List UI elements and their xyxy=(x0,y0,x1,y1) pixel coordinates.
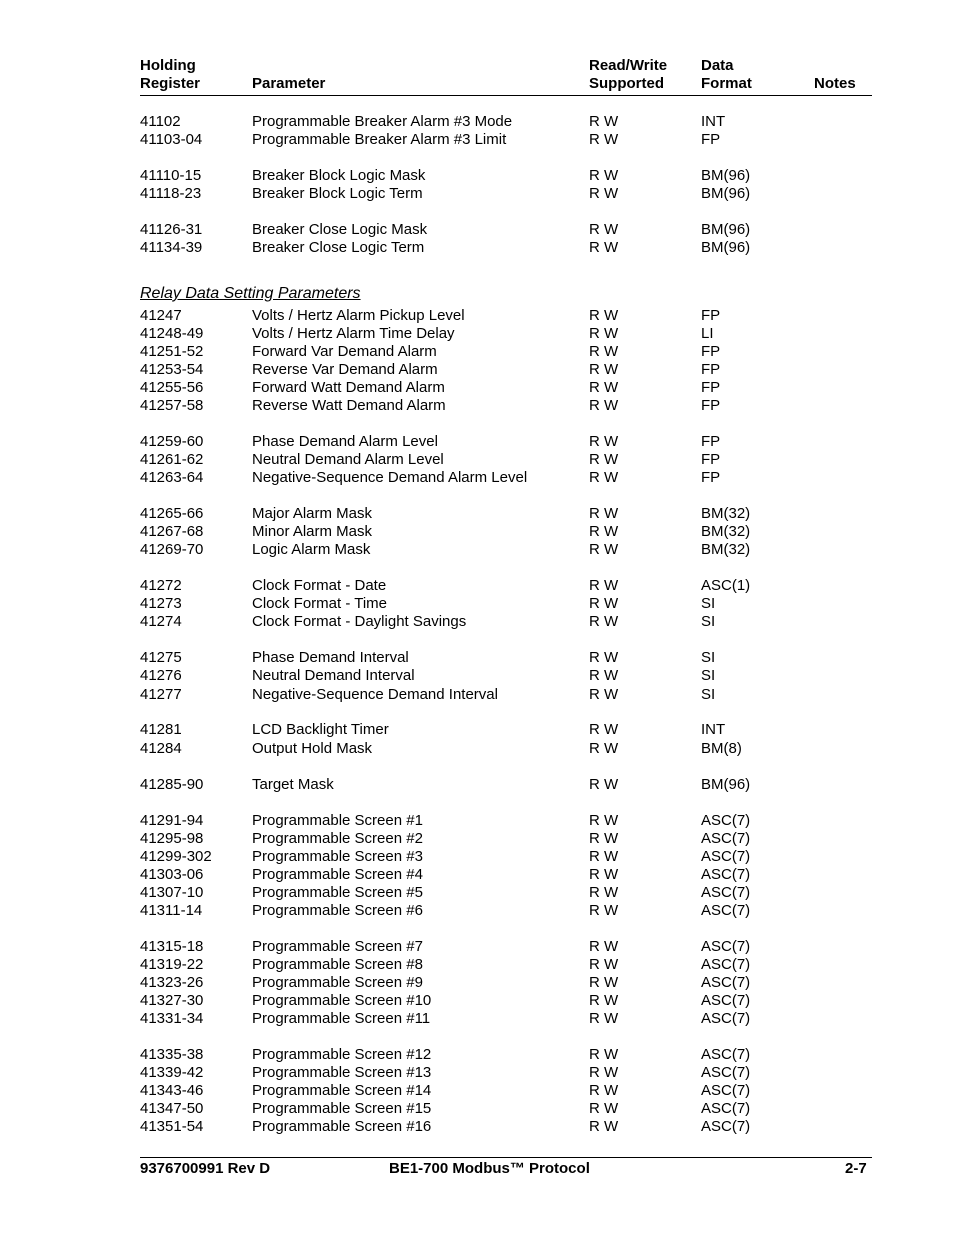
register-cell: 41269-70 xyxy=(140,541,204,558)
parameter-cell: Programmable Screen #2 xyxy=(252,830,423,847)
footer-title: BE1-700 Modbus™ Protocol xyxy=(389,1160,590,1177)
register-cell: 41272 xyxy=(140,577,182,594)
data-format-cell: FP xyxy=(701,307,721,324)
read-write-cell: R W xyxy=(589,613,619,630)
table-row xyxy=(140,974,872,992)
register-cell: 41257-58 xyxy=(140,397,204,414)
data-format-cell: INT xyxy=(701,113,726,130)
table-row xyxy=(140,1118,872,1136)
read-write-cell: R W xyxy=(589,185,619,202)
table-row xyxy=(140,131,872,149)
register-cell: 41273 xyxy=(140,595,182,612)
table-row xyxy=(140,613,872,631)
parameter-cell: Programmable Screen #3 xyxy=(252,848,423,865)
parameter-cell: Neutral Demand Interval xyxy=(252,667,415,684)
register-cell: 41265-66 xyxy=(140,505,204,522)
data-format-cell: BM(96) xyxy=(701,221,751,238)
table-row xyxy=(140,343,872,361)
read-write-cell: R W xyxy=(589,397,619,414)
header-text: Register xyxy=(140,75,201,92)
data-format-cell: FP xyxy=(701,469,721,486)
register-cell: 41126-31 xyxy=(140,221,203,238)
read-write-cell: R W xyxy=(589,1010,619,1027)
parameter-cell: Clock Format - Date xyxy=(252,577,387,594)
table-row xyxy=(140,451,872,469)
header-text: Format xyxy=(701,75,752,92)
read-write-cell: R W xyxy=(589,325,619,342)
register-cell: 41253-54 xyxy=(140,361,204,378)
read-write-cell: R W xyxy=(589,992,619,1009)
read-write-cell: R W xyxy=(589,1100,619,1117)
table-row xyxy=(140,523,872,541)
data-format-cell: ASC(7) xyxy=(701,992,751,1009)
parameter-cell: Phase Demand Alarm Level xyxy=(252,433,438,450)
header-text: Holding xyxy=(140,57,196,74)
register-cell: 41276 xyxy=(140,667,182,684)
parameter-cell: Reverse Var Demand Alarm xyxy=(252,361,438,378)
read-write-cell: R W xyxy=(589,167,619,184)
register-cell: 41274 xyxy=(140,613,182,630)
data-format-cell: FP xyxy=(701,343,721,360)
register-cell: 41263-64 xyxy=(140,469,204,486)
read-write-cell: R W xyxy=(589,361,619,378)
table-row xyxy=(140,938,872,956)
read-write-cell: R W xyxy=(589,595,619,612)
data-format-cell: ASC(7) xyxy=(701,866,751,883)
data-format-cell: ASC(7) xyxy=(701,830,751,847)
parameter-cell: Programmable Screen #13 xyxy=(252,1064,432,1081)
table-row xyxy=(140,469,872,487)
data-format-cell: ASC(1) xyxy=(701,577,751,594)
table-row xyxy=(140,307,872,325)
register-cell: 41134-39 xyxy=(140,239,203,256)
table-row xyxy=(140,956,872,974)
read-write-cell: R W xyxy=(589,469,619,486)
table-row xyxy=(140,1082,872,1100)
data-format-cell: BM(32) xyxy=(701,541,751,558)
table-header xyxy=(140,57,872,96)
data-format-cell: ASC(7) xyxy=(701,812,751,829)
data-format-cell: BM(96) xyxy=(701,185,751,202)
header-parameter: Parameter xyxy=(252,75,326,92)
header-text: Read/Write xyxy=(589,57,668,74)
register-cell: 41284 xyxy=(140,740,182,757)
parameter-cell: Breaker Block Logic Mask xyxy=(252,167,426,184)
parameter-cell: Programmable Screen #15 xyxy=(252,1100,432,1117)
table-row xyxy=(140,379,872,397)
read-write-cell: R W xyxy=(589,221,619,238)
parameter-cell: Negative-Sequence Demand Alarm Level xyxy=(252,469,528,486)
data-format-cell: FP xyxy=(701,433,721,450)
table-row xyxy=(140,185,872,203)
parameter-cell: Programmable Screen #16 xyxy=(252,1118,432,1135)
register-cell: 41319-22 xyxy=(140,956,204,973)
register-cell: 41295-98 xyxy=(140,830,204,847)
read-write-cell: R W xyxy=(589,343,619,360)
parameter-cell: LCD Backlight Timer xyxy=(252,721,389,738)
data-format-cell: FP xyxy=(701,397,721,414)
register-cell: 41261-62 xyxy=(140,451,204,468)
register-cell: 41311-14 xyxy=(140,902,203,919)
table-row xyxy=(140,1046,872,1064)
header-data-format xyxy=(701,57,752,93)
read-write-cell: R W xyxy=(589,1118,619,1135)
table-row xyxy=(140,721,872,739)
parameter-cell: Breaker Close Logic Term xyxy=(252,239,425,256)
read-write-cell: R W xyxy=(589,686,619,703)
read-write-cell: R W xyxy=(589,884,619,901)
data-format-cell: ASC(7) xyxy=(701,1082,751,1099)
register-cell: 41248-49 xyxy=(140,325,204,342)
data-format-cell: INT xyxy=(701,721,726,738)
footer-document-number: 9376700991 Rev D xyxy=(140,1160,271,1177)
register-cell: 41307-10 xyxy=(140,884,204,901)
parameter-cell: Volts / Hertz Alarm Time Delay xyxy=(252,325,455,342)
header-notes: Notes xyxy=(814,75,856,92)
read-write-cell: R W xyxy=(589,956,619,973)
parameter-cell: Phase Demand Interval xyxy=(252,649,409,666)
parameter-cell: Minor Alarm Mask xyxy=(252,523,373,540)
parameter-cell: Clock Format - Daylight Savings xyxy=(252,613,467,630)
data-format-cell: BM(32) xyxy=(701,523,751,540)
register-cell: 41259-60 xyxy=(140,433,204,450)
register-cell: 41343-46 xyxy=(140,1082,204,1099)
data-format-cell: FP xyxy=(701,379,721,396)
register-cell: 41110-15 xyxy=(140,167,202,184)
table-row xyxy=(140,325,872,343)
read-write-cell: R W xyxy=(589,866,619,883)
read-write-cell: R W xyxy=(589,721,619,738)
data-format-cell: FP xyxy=(701,131,721,148)
register-cell: 41103-04 xyxy=(140,131,203,148)
read-write-cell: R W xyxy=(589,776,619,793)
data-format-cell: LI xyxy=(701,325,714,342)
parameter-cell: Target Mask xyxy=(252,776,334,793)
table-row xyxy=(140,992,872,1010)
parameter-cell: Volts / Hertz Alarm Pickup Level xyxy=(252,307,465,324)
table-row xyxy=(140,433,872,451)
parameter-cell: Output Hold Mask xyxy=(252,740,373,757)
data-format-cell: ASC(7) xyxy=(701,848,751,865)
parameter-cell: Programmable Screen #14 xyxy=(252,1082,432,1099)
header-holding-register xyxy=(140,57,200,93)
read-write-cell: R W xyxy=(589,239,619,256)
table-row xyxy=(140,239,872,257)
read-write-cell: R W xyxy=(589,307,619,324)
register-cell: 41335-38 xyxy=(140,1046,204,1063)
table-row xyxy=(140,1010,872,1028)
read-write-cell: R W xyxy=(589,113,619,130)
read-write-cell: R W xyxy=(589,667,619,684)
table-row xyxy=(140,595,872,613)
register-cell: 41277 xyxy=(140,686,182,703)
parameter-cell: Programmable Breaker Alarm #3 Mode xyxy=(252,113,513,130)
register-cell: 41247 xyxy=(140,307,182,324)
data-format-cell: ASC(7) xyxy=(701,956,751,973)
read-write-cell: R W xyxy=(589,740,619,757)
header-read-write xyxy=(589,57,667,93)
table-row xyxy=(140,1100,872,1118)
parameter-cell: Clock Format - Time xyxy=(252,595,388,612)
footer-divider xyxy=(140,1157,872,1158)
read-write-cell: R W xyxy=(589,902,619,919)
parameter-cell: Logic Alarm Mask xyxy=(252,541,371,558)
header-text: Supported xyxy=(589,75,664,92)
parameter-cell: Programmable Screen #10 xyxy=(252,992,432,1009)
read-write-cell: R W xyxy=(589,433,619,450)
read-write-cell: R W xyxy=(589,1064,619,1081)
register-cell: 41118-23 xyxy=(140,185,202,202)
data-format-cell: BM(96) xyxy=(701,776,751,793)
register-cell: 41299-302 xyxy=(140,848,212,865)
parameter-cell: Breaker Block Logic Term xyxy=(252,185,423,202)
parameter-cell: Breaker Close Logic Mask xyxy=(252,221,428,238)
read-write-cell: R W xyxy=(589,541,619,558)
read-write-cell: R W xyxy=(589,131,619,148)
table-row xyxy=(140,848,872,866)
header-text: Data xyxy=(701,57,734,74)
data-format-cell: SI xyxy=(701,613,716,630)
data-format-cell: SI xyxy=(701,686,716,703)
footer-page-number: 2-7 xyxy=(845,1160,867,1177)
table-row xyxy=(140,397,872,415)
table-row xyxy=(140,577,872,595)
table-row xyxy=(140,505,872,523)
table-row xyxy=(140,649,872,667)
parameter-cell: Programmable Screen #1 xyxy=(252,812,423,829)
parameter-cell: Programmable Screen #12 xyxy=(252,1046,432,1063)
data-format-cell: SI xyxy=(701,595,716,612)
data-format-cell: SI xyxy=(701,649,716,666)
read-write-cell: R W xyxy=(589,830,619,847)
parameter-cell: Programmable Screen #6 xyxy=(252,902,423,919)
register-cell: 41281 xyxy=(140,721,182,738)
parameter-cell: Programmable Screen #9 xyxy=(252,974,423,991)
table-row xyxy=(140,812,872,830)
register-cell: 41323-26 xyxy=(140,974,204,991)
data-format-cell: ASC(7) xyxy=(701,1100,751,1117)
register-cell: 41291-94 xyxy=(140,812,204,829)
table-row xyxy=(140,884,872,902)
register-cell: 41267-68 xyxy=(140,523,204,540)
parameter-cell: Major Alarm Mask xyxy=(252,505,373,522)
table-row xyxy=(140,221,872,239)
table-row xyxy=(140,541,872,559)
table-row xyxy=(140,902,872,920)
table-row xyxy=(140,830,872,848)
data-format-cell: ASC(7) xyxy=(701,902,751,919)
data-format-cell: ASC(7) xyxy=(701,938,751,955)
parameter-cell: Programmable Screen #5 xyxy=(252,884,423,901)
data-format-cell: BM(32) xyxy=(701,505,751,522)
read-write-cell: R W xyxy=(589,505,619,522)
section-title: Relay Data Setting Parameters xyxy=(140,285,361,302)
register-cell: 41275 xyxy=(140,649,182,666)
table-row xyxy=(140,361,872,379)
parameter-cell: Negative-Sequence Demand Interval xyxy=(252,686,498,703)
register-cell: 41251-52 xyxy=(140,343,204,360)
read-write-cell: R W xyxy=(589,974,619,991)
register-cell: 41351-54 xyxy=(140,1118,204,1135)
read-write-cell: R W xyxy=(589,649,619,666)
data-format-cell: FP xyxy=(701,451,721,468)
table-row xyxy=(140,866,872,884)
data-format-cell: ASC(7) xyxy=(701,1010,751,1027)
table-row xyxy=(140,167,872,185)
parameter-cell: Programmable Screen #11 xyxy=(252,1010,431,1027)
read-write-cell: R W xyxy=(589,938,619,955)
parameter-cell: Programmable Screen #7 xyxy=(252,938,423,955)
data-format-cell: ASC(7) xyxy=(701,1046,751,1063)
table-row xyxy=(140,776,872,794)
table-row xyxy=(140,740,872,758)
read-write-cell: R W xyxy=(589,1082,619,1099)
register-cell: 41339-42 xyxy=(140,1064,204,1081)
data-format-cell: BM(96) xyxy=(701,167,751,184)
read-write-cell: R W xyxy=(589,523,619,540)
data-format-cell: FP xyxy=(701,361,721,378)
parameter-cell: Reverse Watt Demand Alarm xyxy=(252,397,446,414)
data-format-cell: ASC(7) xyxy=(701,884,751,901)
table-row xyxy=(140,667,872,685)
table-row xyxy=(140,113,872,131)
read-write-cell: R W xyxy=(589,848,619,865)
register-cell: 41102 xyxy=(140,113,181,130)
register-cell: 41331-34 xyxy=(140,1010,204,1027)
register-cell: 41315-18 xyxy=(140,938,204,955)
read-write-cell: R W xyxy=(589,451,619,468)
read-write-cell: R W xyxy=(589,379,619,396)
read-write-cell: R W xyxy=(589,1046,619,1063)
register-cell: 41303-06 xyxy=(140,866,204,883)
parameter-cell: Programmable Screen #8 xyxy=(252,956,423,973)
data-format-cell: ASC(7) xyxy=(701,974,751,991)
register-cell: 41347-50 xyxy=(140,1100,204,1117)
data-format-cell: ASC(7) xyxy=(701,1118,751,1135)
parameter-cell: Forward Watt Demand Alarm xyxy=(252,379,445,396)
data-format-cell: ASC(7) xyxy=(701,1064,751,1081)
parameter-cell: Programmable Breaker Alarm #3 Limit xyxy=(252,131,507,148)
register-cell: 41327-30 xyxy=(140,992,204,1009)
read-write-cell: R W xyxy=(589,812,619,829)
parameter-cell: Programmable Screen #4 xyxy=(252,866,423,883)
register-cell: 41285-90 xyxy=(140,776,204,793)
read-write-cell: R W xyxy=(589,577,619,594)
data-format-cell: BM(96) xyxy=(701,239,751,256)
register-cell: 41255-56 xyxy=(140,379,204,396)
parameter-cell: Neutral Demand Alarm Level xyxy=(252,451,444,468)
parameter-cell: Forward Var Demand Alarm xyxy=(252,343,437,360)
data-format-cell: SI xyxy=(701,667,716,684)
data-format-cell: BM(8) xyxy=(701,740,742,757)
table-row xyxy=(140,1064,872,1082)
table-row xyxy=(140,686,872,704)
